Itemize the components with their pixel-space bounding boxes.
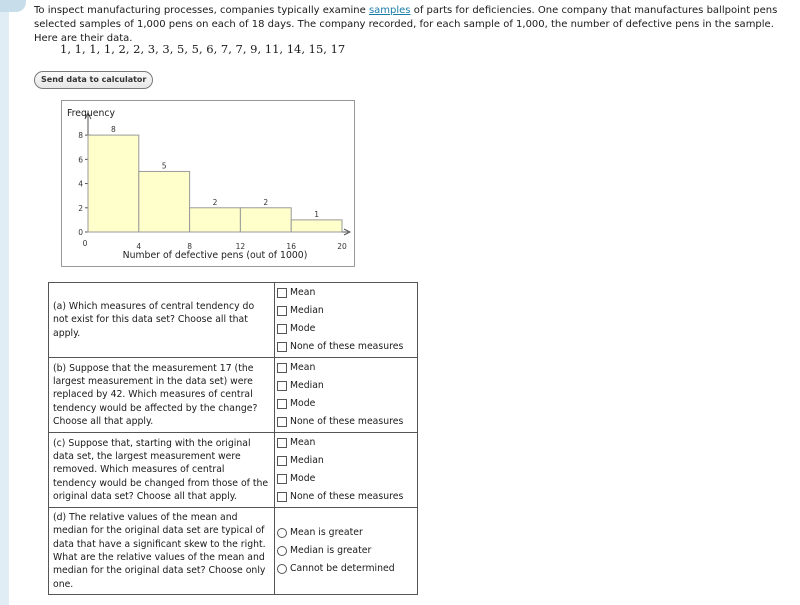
checkbox[interactable] — [277, 363, 287, 373]
radio-button[interactable] — [277, 564, 287, 574]
checkbox[interactable] — [277, 342, 287, 352]
checkbox[interactable] — [277, 306, 287, 316]
checkbox[interactable] — [277, 417, 287, 427]
checkbox[interactable] — [277, 438, 287, 448]
checkbox[interactable] — [277, 492, 287, 502]
option-label: None of these measures — [290, 416, 404, 428]
option-label: Mode — [290, 473, 316, 485]
option-none-of-these-measures[interactable] — [277, 338, 415, 356]
question-options — [275, 433, 418, 508]
bar-value-label: 2 — [263, 197, 269, 207]
question-row — [49, 433, 418, 508]
question-row — [49, 358, 418, 433]
option-mean-is-greater[interactable] — [277, 524, 415, 542]
question-row — [49, 283, 418, 358]
option-label: Mean — [290, 362, 316, 374]
question-text: (a) Which measures of central tendency do not exist for this data set? Choose all that apply. — [49, 283, 275, 358]
option-label: None of these measures — [290, 341, 404, 353]
y-tick-label: 6 — [78, 155, 83, 165]
option-none-of-these-measures[interactable] — [277, 488, 415, 506]
x-axis-title: Number of defective pens (out of 1000) — [122, 250, 308, 261]
histogram-bar — [291, 220, 342, 232]
samples-link[interactable]: samples — [368, 5, 411, 16]
checkbox[interactable] — [277, 474, 287, 484]
question-text: (c) Suppose that, starting with the original data set, the largest measurement were removed. Which measures of central tendency would be changed from those of the original data set? Choose all that apply. — [49, 433, 275, 508]
option-none-of-these-measures[interactable] — [277, 413, 415, 431]
left-edge-line — [0, 0, 9, 605]
checkbox[interactable] — [277, 456, 287, 466]
x-tick-label: 8 — [187, 242, 192, 251]
option-label: Median is greater — [290, 545, 372, 557]
radio-button[interactable] — [277, 546, 287, 556]
option-median-is-greater[interactable] — [277, 542, 415, 560]
option-mean[interactable] — [277, 434, 415, 452]
option-label: Mean — [290, 287, 316, 299]
option-median[interactable] — [277, 377, 415, 395]
option-label: Median — [290, 455, 324, 467]
option-label: Mode — [290, 398, 316, 410]
histogram-bar — [88, 135, 139, 232]
bar-value-label: 5 — [161, 161, 167, 171]
option-label: Mean is greater — [290, 527, 363, 539]
intro-text-start: To inspect manufacturing processes, companies typically examine — [34, 5, 369, 16]
corner-tab — [0, 0, 26, 12]
bar-value-label: 8 — [111, 125, 116, 135]
y-axis-title: Frequency — [67, 108, 116, 119]
questions-table — [48, 282, 418, 595]
question-options — [275, 358, 418, 433]
bar-value-label: 2 — [212, 197, 218, 207]
option-mode[interactable] — [277, 470, 415, 488]
option-label: None of these measures — [290, 491, 404, 503]
checkbox[interactable] — [277, 324, 287, 334]
send-data-to-calculator-button[interactable]: Send data to calculator — [34, 71, 153, 89]
radio-button[interactable] — [277, 528, 287, 538]
y-tick-label: 8 — [78, 131, 83, 141]
option-label: Median — [290, 305, 324, 317]
problem-intro — [34, 4, 794, 46]
option-label: Cannot be determined — [290, 563, 395, 575]
question-options — [275, 508, 418, 595]
option-median[interactable] — [277, 302, 415, 320]
checkbox[interactable] — [277, 381, 287, 391]
left-edge-decoration — [0, 0, 30, 605]
option-mean[interactable] — [277, 284, 415, 302]
x-tick-label: 4 — [136, 242, 142, 251]
option-label: Median — [290, 380, 324, 392]
histogram-bar — [190, 208, 241, 232]
x-tick-label: 12 — [235, 242, 246, 251]
option-label: Mode — [290, 323, 316, 335]
option-cannot-be-determined[interactable] — [277, 560, 415, 578]
y-tick-label: 4 — [78, 179, 83, 189]
x-tick-label: 0 — [82, 239, 88, 248]
histogram-bar — [240, 208, 291, 232]
histogram-chart — [61, 100, 355, 267]
histogram-bar — [139, 171, 190, 232]
question-options — [275, 283, 418, 358]
option-median[interactable] — [277, 452, 415, 470]
option-mean[interactable] — [277, 359, 415, 377]
y-tick-label: 0 — [78, 228, 83, 237]
checkbox[interactable] — [277, 399, 287, 409]
option-mode[interactable] — [277, 395, 415, 413]
question-text: (d) The relative values of the mean and median for the original data set are typical of data that have a significant skew to the right. What are the relative values of the mean and median for the original data set? Choose only one. — [49, 508, 275, 595]
dataset-values: 1, 1, 1, 1, 2, 2, 3, 3, 5, 5, 6, 7, 7, 9, 11, 14, 15, 17 — [60, 42, 346, 56]
x-tick-label: 20 — [337, 242, 347, 251]
x-tick-label: 16 — [286, 242, 296, 251]
y-tick-label: 2 — [78, 203, 83, 213]
option-label: Mean — [290, 437, 316, 449]
question-row — [49, 508, 418, 595]
checkbox[interactable] — [277, 288, 287, 298]
question-text: (b) Suppose that the measurement 17 (the largest measurement in the data set) were replaced by 42. Which measures of central tendency would be affected by the change? Choose all that apply. — [49, 358, 275, 433]
histogram-svg — [62, 101, 354, 266]
intro-text-end: of parts for deficiencies. One company that manufactures ballpoint pens selected samples of 1,000 pens on each of 18 days. The company recorded, for each sample of 1,000, the number of defective pens in the sample. Here are their data. — [34, 5, 778, 44]
option-mode[interactable] — [277, 320, 415, 338]
bar-value-label: 1 — [314, 209, 319, 219]
